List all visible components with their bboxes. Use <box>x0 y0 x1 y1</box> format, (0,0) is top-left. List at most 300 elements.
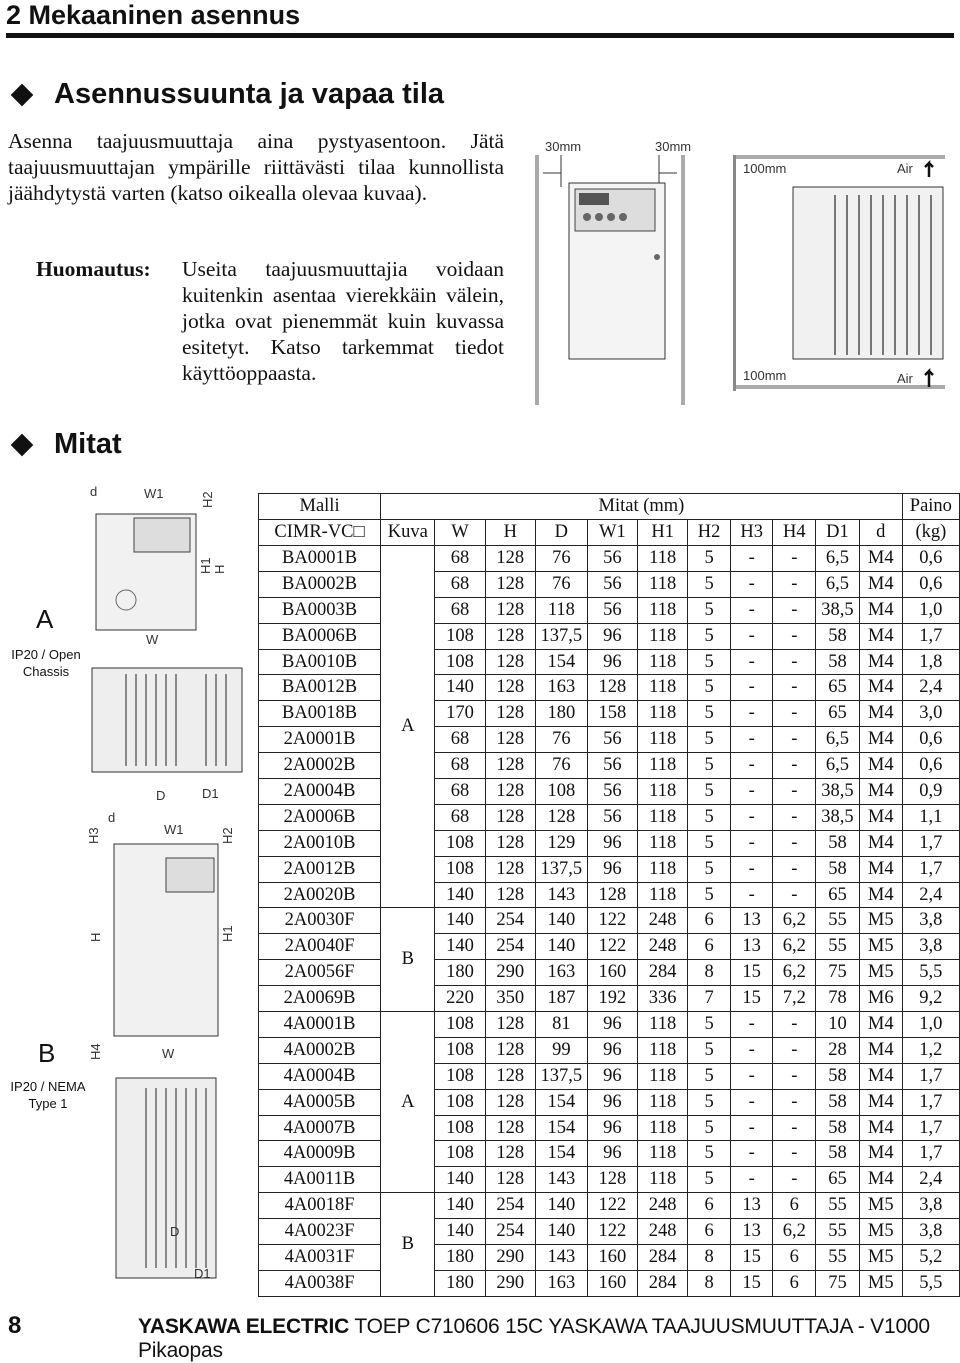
value-cell: 154 <box>535 1141 587 1167</box>
kuva-cell: A <box>381 546 435 908</box>
value-cell: 56 <box>587 571 637 597</box>
drawing-b <box>86 808 246 1286</box>
model-cell: 4A0031F <box>259 1245 381 1271</box>
header-model-2: CIMR-VC□ <box>259 520 381 546</box>
drive-side-view <box>793 187 943 359</box>
dim-w-label: W <box>146 632 159 647</box>
model-cell: 4A0023F <box>259 1219 381 1245</box>
value-cell: 128 <box>485 1063 535 1089</box>
page-number: 8 <box>8 1312 22 1339</box>
value-cell: 5 <box>688 701 731 727</box>
value-cell: 108 <box>435 856 485 882</box>
table-row <box>259 1167 960 1193</box>
value-cell: 254 <box>485 934 535 960</box>
model-cell: 2A0069B <box>259 986 381 1012</box>
value-cell: M5 <box>859 1270 902 1296</box>
value-cell: 284 <box>638 960 688 986</box>
value-cell: - <box>730 597 773 623</box>
value-cell: - <box>730 701 773 727</box>
value-cell: 5 <box>688 623 731 649</box>
air-top-label: Air <box>897 161 913 176</box>
value-cell: 68 <box>435 546 485 572</box>
value-cell: 180 <box>435 960 485 986</box>
value-cell: - <box>730 779 773 805</box>
value-cell: 187 <box>535 986 587 1012</box>
value-cell: 137,5 <box>535 1063 587 1089</box>
value-cell: 284 <box>638 1270 688 1296</box>
value-cell: - <box>773 571 816 597</box>
value-cell: 128 <box>485 597 535 623</box>
kuva-cell: A <box>381 1012 435 1193</box>
value-cell: 290 <box>485 1270 535 1296</box>
table-row <box>259 597 960 623</box>
value-cell: - <box>730 830 773 856</box>
value-cell: 5 <box>688 753 731 779</box>
value-cell: 6 <box>688 1193 731 1219</box>
table-row <box>259 1219 960 1245</box>
value-cell: M4 <box>859 727 902 753</box>
value-cell: M4 <box>859 546 902 572</box>
col-header-w1: W1 <box>587 520 637 546</box>
value-cell: 7,2 <box>773 986 816 1012</box>
value-cell: 55 <box>816 934 860 960</box>
value-cell: 128 <box>485 727 535 753</box>
value-cell: 1,0 <box>902 1012 959 1038</box>
value-cell: - <box>730 727 773 753</box>
value-cell: 5 <box>688 1089 731 1115</box>
value-cell: 81 <box>535 1012 587 1038</box>
value-cell: M5 <box>859 960 902 986</box>
value-cell: M5 <box>859 1193 902 1219</box>
value-cell: 38,5 <box>816 779 860 805</box>
value-cell: 290 <box>485 1245 535 1271</box>
value-cell: 118 <box>638 1141 688 1167</box>
header-weight-2: (kg) <box>902 520 959 546</box>
value-cell: - <box>773 701 816 727</box>
table-body <box>259 546 960 1297</box>
value-cell: 143 <box>535 1167 587 1193</box>
value-cell: 15 <box>730 1245 773 1271</box>
value-cell: - <box>730 753 773 779</box>
value-cell: M4 <box>859 571 902 597</box>
value-cell: - <box>773 753 816 779</box>
value-cell: 118 <box>638 1089 688 1115</box>
bottom-gap-label: 100mm <box>743 368 787 383</box>
table-row <box>259 649 960 675</box>
value-cell: 5 <box>688 675 731 701</box>
value-cell: 1,7 <box>902 1089 959 1115</box>
value-cell: 8 <box>688 1245 731 1271</box>
value-cell: 128 <box>587 882 637 908</box>
section-heading-installation <box>8 78 444 111</box>
model-cell: 4A0009B <box>259 1141 381 1167</box>
value-cell: 122 <box>587 908 637 934</box>
value-cell: 8 <box>688 1270 731 1296</box>
header-weight-1: Paino <box>902 494 959 520</box>
table-row <box>259 856 960 882</box>
value-cell: - <box>730 1089 773 1115</box>
value-cell: 76 <box>535 753 587 779</box>
value-cell: 128 <box>485 882 535 908</box>
value-cell: 96 <box>587 649 637 675</box>
top-gap-label: 100mm <box>743 161 787 176</box>
value-cell: M4 <box>859 649 902 675</box>
value-cell: 160 <box>587 1270 637 1296</box>
chapter-title: 2 Mekaaninen asennus <box>6 0 301 30</box>
dim-h2-label-b: H2 <box>220 827 235 844</box>
value-cell: 140 <box>435 675 485 701</box>
section-title-dimensions: Mitat <box>54 428 122 460</box>
model-cell: 4A0005B <box>259 1089 381 1115</box>
table-row <box>259 1089 960 1115</box>
value-cell: 56 <box>587 597 637 623</box>
value-cell: 122 <box>587 934 637 960</box>
dim-h3-label-b: H3 <box>86 827 101 844</box>
value-cell: - <box>730 1141 773 1167</box>
header-dims: Mitat (mm) <box>381 494 903 520</box>
value-cell: - <box>730 1167 773 1193</box>
table-row <box>259 1141 960 1167</box>
left-wall <box>535 155 539 405</box>
model-cell: 2A0006B <box>259 804 381 830</box>
value-cell: 5 <box>688 1012 731 1038</box>
drawing-b-caption-line2: Type 1 <box>28 1096 68 1111</box>
footer-brand: YASKAWA ELECTRIC <box>138 1315 350 1338</box>
value-cell: 65 <box>816 701 860 727</box>
value-cell: 108 <box>435 1063 485 1089</box>
value-cell: 128 <box>485 623 535 649</box>
air-bottom-label: Air <box>897 371 913 386</box>
model-cell: 2A0040F <box>259 934 381 960</box>
value-cell: 128 <box>485 1141 535 1167</box>
value-cell: 122 <box>587 1193 637 1219</box>
value-cell: M4 <box>859 597 902 623</box>
value-cell: - <box>773 779 816 805</box>
value-cell: 248 <box>638 1219 688 1245</box>
value-cell: - <box>730 882 773 908</box>
value-cell: 122 <box>587 1219 637 1245</box>
model-cell: 4A0002B <box>259 1037 381 1063</box>
value-cell: 56 <box>587 727 637 753</box>
dim-h1-label-b: H1 <box>220 925 235 942</box>
col-header-d: D <box>535 520 587 546</box>
value-cell: 5 <box>688 856 731 882</box>
kuva-cell: B <box>381 908 435 1012</box>
value-cell: 6 <box>688 934 731 960</box>
value-cell: 6 <box>773 1193 816 1219</box>
col-header-h4: H4 <box>773 520 816 546</box>
dim-d1-label-b: D1 <box>194 1266 211 1281</box>
note-text: Useita taajuusmuuttajia voidaan kuitenkin asentaa vierekkäin välein, jotka ovat pienemmät kuin kuvassa esitetyt. Katso tarkemmat tiedot käyttöoppaasta. <box>182 257 504 385</box>
value-cell: 163 <box>535 675 587 701</box>
value-cell: 128 <box>587 1167 637 1193</box>
value-cell: M5 <box>859 1245 902 1271</box>
value-cell: - <box>730 571 773 597</box>
value-cell: - <box>773 597 816 623</box>
value-cell: 5,2 <box>902 1245 959 1271</box>
value-cell: 5 <box>688 597 731 623</box>
table-row <box>259 727 960 753</box>
value-cell: M5 <box>859 1219 902 1245</box>
value-cell: 140 <box>435 1219 485 1245</box>
value-cell: 108 <box>535 779 587 805</box>
table-row <box>259 675 960 701</box>
value-cell: M4 <box>859 1012 902 1038</box>
value-cell: 140 <box>435 934 485 960</box>
value-cell: 5 <box>688 830 731 856</box>
value-cell: 154 <box>535 1115 587 1141</box>
value-cell: 68 <box>435 727 485 753</box>
model-cell: 4A0001B <box>259 1012 381 1038</box>
table-row <box>259 960 960 986</box>
value-cell: 180 <box>535 701 587 727</box>
value-cell: - <box>730 1115 773 1141</box>
value-cell: 6,2 <box>773 934 816 960</box>
value-cell: 140 <box>535 934 587 960</box>
value-cell: 1,0 <box>902 597 959 623</box>
value-cell: 6 <box>773 1270 816 1296</box>
value-cell: 5 <box>688 779 731 805</box>
model-cell: BA0002B <box>259 571 381 597</box>
dim-w-label-b: W <box>162 1046 175 1061</box>
value-cell: 55 <box>816 1245 860 1271</box>
dim-d-label-b: d <box>108 810 116 825</box>
model-cell: BA0006B <box>259 623 381 649</box>
value-cell: 2,4 <box>902 675 959 701</box>
value-cell: 220 <box>435 986 485 1012</box>
value-cell: - <box>773 882 816 908</box>
value-cell: M4 <box>859 1089 902 1115</box>
value-cell: 0,6 <box>902 546 959 572</box>
value-cell: 118 <box>638 856 688 882</box>
value-cell: M6 <box>859 986 902 1012</box>
value-cell: 38,5 <box>816 597 860 623</box>
value-cell: M4 <box>859 623 902 649</box>
dim-dd-label: D <box>156 788 166 802</box>
model-cell: 4A0018F <box>259 1193 381 1219</box>
model-cell: 2A0010B <box>259 830 381 856</box>
value-cell: 336 <box>638 986 688 1012</box>
value-cell: 2,4 <box>902 1167 959 1193</box>
value-cell: 118 <box>638 649 688 675</box>
col-header-h1: H1 <box>638 520 688 546</box>
value-cell: - <box>773 830 816 856</box>
value-cell: 6,5 <box>816 753 860 779</box>
value-cell: 6 <box>773 1245 816 1271</box>
value-cell: 128 <box>485 1115 535 1141</box>
value-cell: 6,2 <box>773 1219 816 1245</box>
table-row <box>259 753 960 779</box>
value-cell: 128 <box>485 701 535 727</box>
drawing-a-side <box>92 668 242 772</box>
value-cell: 128 <box>485 753 535 779</box>
value-cell: 140 <box>535 908 587 934</box>
value-cell: M4 <box>859 675 902 701</box>
value-cell: 118 <box>638 830 688 856</box>
table-row <box>259 1193 960 1219</box>
value-cell: 128 <box>485 571 535 597</box>
value-cell: 1,7 <box>902 856 959 882</box>
value-cell: 118 <box>638 804 688 830</box>
table-row <box>259 701 960 727</box>
value-cell: 5 <box>688 546 731 572</box>
drawing-b-caption-line1: IP20 / NEMA <box>10 1079 86 1094</box>
value-cell: 6 <box>688 1219 731 1245</box>
value-cell: 128 <box>485 546 535 572</box>
value-cell: 65 <box>816 675 860 701</box>
value-cell: 5 <box>688 727 731 753</box>
table-row <box>259 1245 960 1271</box>
value-cell: - <box>730 1037 773 1063</box>
value-cell: 128 <box>485 1089 535 1115</box>
value-cell: 163 <box>535 960 587 986</box>
value-cell: M4 <box>859 856 902 882</box>
value-cell: 38,5 <box>816 804 860 830</box>
value-cell: 108 <box>435 830 485 856</box>
model-cell: 2A0004B <box>259 779 381 805</box>
dim-h2-label: H2 <box>200 491 215 508</box>
right-wall <box>681 155 685 405</box>
note-block <box>36 256 504 386</box>
value-cell: 58 <box>816 1141 860 1167</box>
value-cell: 1,7 <box>902 1115 959 1141</box>
model-cell: 4A0038F <box>259 1270 381 1296</box>
value-cell: 0,9 <box>902 779 959 805</box>
value-cell: 128 <box>485 649 535 675</box>
value-cell: 5,5 <box>902 960 959 986</box>
value-cell: 108 <box>435 1115 485 1141</box>
value-cell: - <box>773 1012 816 1038</box>
value-cell: 96 <box>587 1141 637 1167</box>
drawing-a <box>86 482 246 802</box>
value-cell: 248 <box>638 908 688 934</box>
col-header-d1: D1 <box>816 520 860 546</box>
dim-d-label: d <box>90 484 98 499</box>
value-cell: 6,5 <box>816 571 860 597</box>
value-cell: 129 <box>535 830 587 856</box>
value-cell: - <box>773 1037 816 1063</box>
value-cell: - <box>730 1063 773 1089</box>
value-cell: 192 <box>587 986 637 1012</box>
value-cell: - <box>730 1012 773 1038</box>
value-cell: 118 <box>638 882 688 908</box>
value-cell: 9,2 <box>902 986 959 1012</box>
value-cell: 1,2 <box>902 1037 959 1063</box>
value-cell: 76 <box>535 571 587 597</box>
table-row <box>259 986 960 1012</box>
col-header-d: d <box>859 520 902 546</box>
value-cell: 128 <box>485 1037 535 1063</box>
value-cell: - <box>730 623 773 649</box>
value-cell: M4 <box>859 753 902 779</box>
value-cell: M4 <box>859 804 902 830</box>
value-cell: 5 <box>688 649 731 675</box>
value-cell: 158 <box>587 701 637 727</box>
value-cell: 68 <box>435 753 485 779</box>
value-cell: - <box>773 804 816 830</box>
value-cell: 68 <box>435 779 485 805</box>
drawing-a-caption-line2: Chassis <box>22 664 70 679</box>
value-cell: - <box>773 856 816 882</box>
value-cell: 6,5 <box>816 727 860 753</box>
value-cell: 56 <box>587 804 637 830</box>
drawing-a-letter: A <box>36 604 54 634</box>
value-cell: 68 <box>435 597 485 623</box>
model-cell: 4A0004B <box>259 1063 381 1089</box>
value-cell: - <box>773 649 816 675</box>
value-cell: 118 <box>638 779 688 805</box>
value-cell: 15 <box>730 960 773 986</box>
value-cell: 108 <box>435 623 485 649</box>
value-cell: 140 <box>535 1193 587 1219</box>
value-cell: - <box>730 856 773 882</box>
value-cell: 5 <box>688 882 731 908</box>
value-cell: 96 <box>587 1037 637 1063</box>
value-cell: - <box>773 1141 816 1167</box>
value-cell: 58 <box>816 830 860 856</box>
drawing-b-letter: B <box>38 1038 56 1068</box>
value-cell: 65 <box>816 882 860 908</box>
value-cell: - <box>773 546 816 572</box>
value-cell: - <box>773 1063 816 1089</box>
value-cell: 128 <box>587 675 637 701</box>
value-cell: 143 <box>535 1245 587 1271</box>
section-title: Asennussuunta ja vapaa tila <box>54 78 445 110</box>
value-cell: 65 <box>816 1167 860 1193</box>
value-cell: 0,6 <box>902 753 959 779</box>
value-cell: 143 <box>535 882 587 908</box>
table-row <box>259 934 960 960</box>
dim-h4-label-b: H4 <box>88 1043 103 1060</box>
table-row <box>259 779 960 805</box>
value-cell: 154 <box>535 1089 587 1115</box>
value-cell: 254 <box>485 908 535 934</box>
value-cell: 140 <box>535 1219 587 1245</box>
value-cell: 1,8 <box>902 649 959 675</box>
note-label: Huomautus: <box>36 257 151 281</box>
col-header-h2: H2 <box>688 520 731 546</box>
dim-d1-label: D1 <box>202 786 219 801</box>
value-cell: 118 <box>638 597 688 623</box>
value-cell: 55 <box>816 1193 860 1219</box>
model-cell: 2A0020B <box>259 882 381 908</box>
table-row <box>259 1037 960 1063</box>
value-cell: M4 <box>859 701 902 727</box>
table-row <box>259 623 960 649</box>
value-cell: 96 <box>587 856 637 882</box>
model-cell: 2A0012B <box>259 856 381 882</box>
value-cell: 180 <box>435 1245 485 1271</box>
value-cell: 170 <box>435 701 485 727</box>
value-cell: M4 <box>859 830 902 856</box>
value-cell: M4 <box>859 1115 902 1141</box>
value-cell: - <box>773 623 816 649</box>
value-cell: 5 <box>688 1167 731 1193</box>
value-cell: 96 <box>587 1012 637 1038</box>
footer-text <box>138 1315 960 1363</box>
value-cell: 160 <box>587 1245 637 1271</box>
value-cell: 56 <box>587 753 637 779</box>
value-cell: 96 <box>587 1063 637 1089</box>
value-cell: 163 <box>535 1270 587 1296</box>
value-cell: 140 <box>435 1167 485 1193</box>
value-cell: 118 <box>638 1063 688 1089</box>
value-cell: 350 <box>485 986 535 1012</box>
value-cell: M5 <box>859 934 902 960</box>
value-cell: 140 <box>435 882 485 908</box>
footer-doc: TOEP C710606 15C YASKAWA TAAJUUSMUUTTAJA - V1000 Pikaopas <box>138 1315 930 1362</box>
value-cell: 75 <box>816 960 860 986</box>
